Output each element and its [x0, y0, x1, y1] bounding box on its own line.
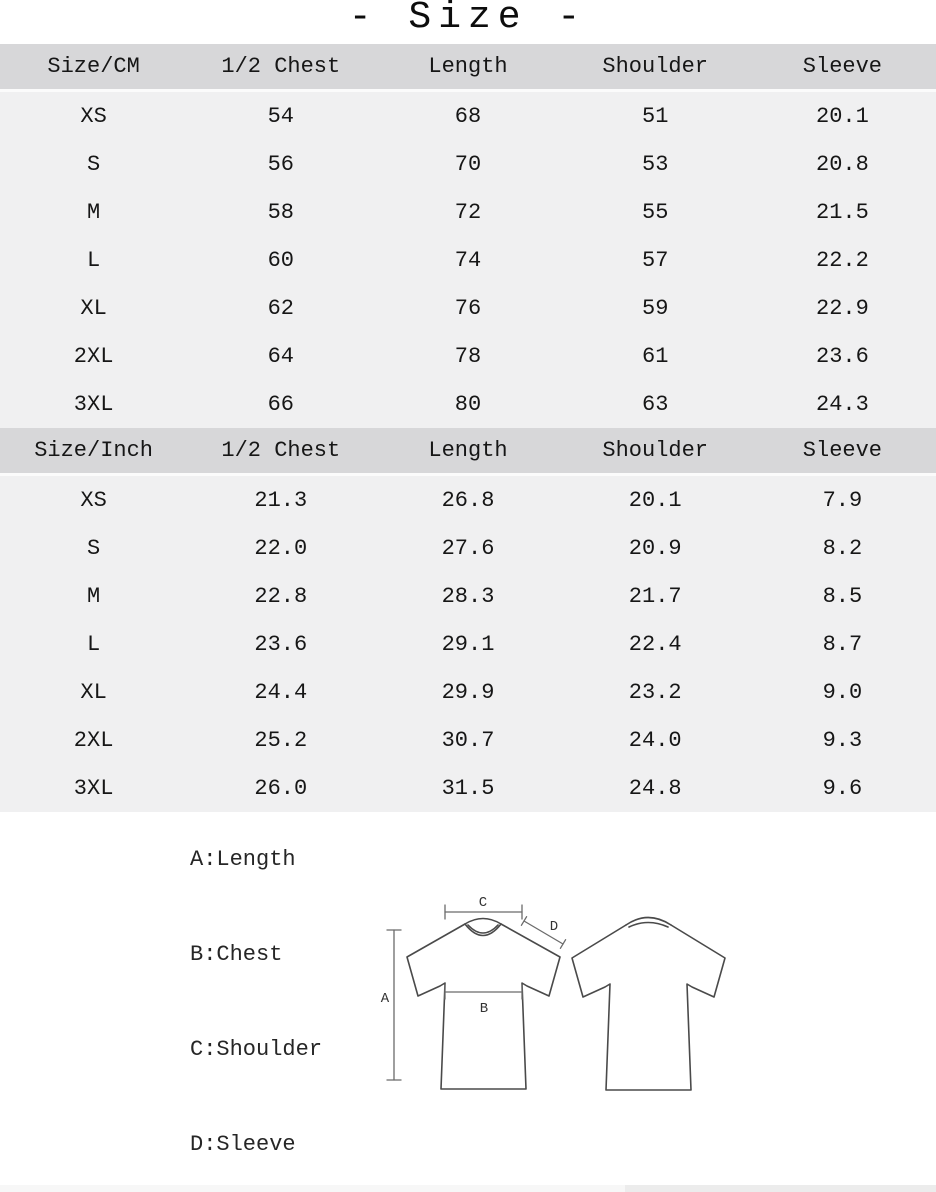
table-row	[0, 476, 936, 524]
column-header: Length	[428, 54, 508, 79]
tshirt-back-collar-inner	[629, 923, 668, 928]
table-cell: 20.9	[628, 535, 682, 561]
table-cell: XL	[80, 679, 107, 705]
diagram-label-a: A	[380, 991, 390, 1007]
table-cell: 22.0	[254, 535, 308, 561]
table-cell: 9.0	[822, 679, 863, 705]
table-cell: 8.5	[822, 583, 863, 609]
column-header: Shoulder	[602, 54, 709, 79]
table-cell: 20.1	[628, 487, 682, 513]
diagram-label-c: C	[478, 895, 488, 911]
table-cell: 8.7	[822, 631, 863, 657]
column-header: Sleeve	[802, 54, 883, 79]
table-cell: 27.6	[441, 535, 495, 561]
table-cell: 8.2	[822, 535, 863, 561]
table-cell: 59	[642, 295, 669, 321]
table-cell: 72	[454, 199, 482, 225]
table-row	[0, 668, 936, 716]
table-cell: 70	[454, 151, 482, 177]
table-cell: 63	[642, 391, 669, 417]
table-row	[0, 188, 936, 236]
table-cell: S	[87, 535, 101, 561]
table-cell: 24.0	[628, 727, 682, 753]
table-cell: 31.5	[441, 775, 495, 801]
table-cell: 2XL	[73, 727, 114, 753]
table-cell: 22.8	[254, 583, 308, 609]
table-cell: XS	[80, 103, 107, 129]
bottom-strip-right	[625, 1185, 936, 1192]
bottom-edge-strip	[0, 1185, 936, 1192]
diagram-label-b: B	[479, 1001, 489, 1017]
table-cell: S	[87, 151, 101, 177]
table-cell: XS	[80, 487, 107, 513]
legend-item-sleeve: D:Sleeve	[190, 1132, 296, 1157]
table-cell: 54	[267, 103, 294, 129]
table-cell: 29.9	[441, 679, 495, 705]
table-cell: 21.5	[816, 199, 869, 225]
table-cell: 3XL	[73, 391, 114, 417]
table-cell: 24.3	[816, 391, 869, 417]
table-cell: 2XL	[73, 343, 114, 369]
table-cell: 64	[267, 343, 294, 369]
legend-item-shoulder: C:Shoulder	[190, 1037, 323, 1062]
table-row	[0, 140, 936, 188]
table-cell: 23.2	[628, 679, 682, 705]
table-cell: 21.3	[254, 487, 308, 513]
table-cell: 22.9	[816, 295, 869, 321]
column-header: Sleeve	[802, 438, 883, 463]
table-cell: 58	[267, 199, 294, 225]
table-cell: 23.6	[254, 631, 308, 657]
table-body-cm	[0, 92, 936, 428]
table-header-row	[0, 44, 936, 92]
tshirt-back-collar-outer	[626, 918, 671, 926]
column-header: Shoulder	[602, 438, 709, 463]
page-title: - Size -	[348, 0, 588, 39]
table-cell: 53	[642, 151, 669, 177]
table-cell: 20.1	[816, 103, 869, 129]
table-cell: 51	[642, 103, 669, 129]
table-row	[0, 332, 936, 380]
table-cell: 55	[642, 199, 669, 225]
table-cell: 78	[454, 343, 482, 369]
table-cell: 9.3	[822, 727, 863, 753]
tshirt-measure-diagram	[370, 878, 770, 1123]
table-cell: 22.2	[816, 247, 869, 273]
table-row	[0, 92, 936, 140]
table-row	[0, 380, 936, 428]
column-header: 1/2 Chest	[221, 54, 341, 79]
table-cell: 26.0	[254, 775, 308, 801]
table-header-row	[0, 428, 936, 476]
table-body-inch	[0, 476, 936, 812]
column-header: Size/CM	[47, 54, 140, 79]
table-cell: 30.7	[441, 727, 495, 753]
table-cell: 21.7	[628, 583, 682, 609]
table-row	[0, 236, 936, 284]
diagram-label-d: D	[549, 919, 559, 935]
column-header: 1/2 Chest	[221, 438, 341, 463]
table-cell: 76	[454, 295, 482, 321]
table-cell: 57	[642, 247, 669, 273]
table-cell: M	[87, 583, 101, 609]
tshirt-front-collar-top	[465, 919, 501, 925]
table-cell: 7.9	[822, 487, 863, 513]
table-row	[0, 716, 936, 764]
table-row	[0, 620, 936, 668]
table-cell: 28.3	[441, 583, 495, 609]
table-cell: 26.8	[441, 487, 495, 513]
legend-item-chest: B:Chest	[190, 942, 283, 967]
table-cell: 80	[454, 391, 482, 417]
table-row	[0, 284, 936, 332]
table-cell: 66	[267, 391, 294, 417]
table-cell: 56	[267, 151, 294, 177]
size-table-cm	[0, 44, 936, 428]
bottom-strip-left	[0, 1185, 625, 1192]
table-cell: 29.1	[441, 631, 495, 657]
tshirt-back-outline	[572, 925, 725, 1090]
table-row	[0, 524, 936, 572]
table-cell: 68	[454, 103, 482, 129]
table-cell: 24.8	[628, 775, 682, 801]
table-cell: 20.8	[816, 151, 869, 177]
legend-item-length: A:Length	[190, 847, 296, 872]
table-row	[0, 764, 936, 812]
table-row	[0, 572, 936, 620]
table-cell: 25.2	[254, 727, 308, 753]
table-cell: M	[87, 199, 101, 225]
measure-line-sleeve	[521, 917, 565, 949]
table-cell: 24.4	[254, 679, 308, 705]
table-cell: 74	[454, 247, 482, 273]
table-cell: 3XL	[73, 775, 114, 801]
measure-line-chest	[445, 985, 522, 999]
table-cell: 22.4	[628, 631, 682, 657]
table-cell: L	[87, 247, 101, 273]
table-cell: 62	[267, 295, 294, 321]
size-table-inch	[0, 428, 936, 812]
table-cell: XL	[80, 295, 107, 321]
table-cell: L	[87, 631, 101, 657]
table-cell: 61	[642, 343, 669, 369]
table-cell: 23.6	[816, 343, 869, 369]
table-cell: 60	[267, 247, 294, 273]
table-cell: 9.6	[822, 775, 863, 801]
column-header: Length	[428, 438, 508, 463]
column-header: Size/Inch	[34, 438, 154, 463]
